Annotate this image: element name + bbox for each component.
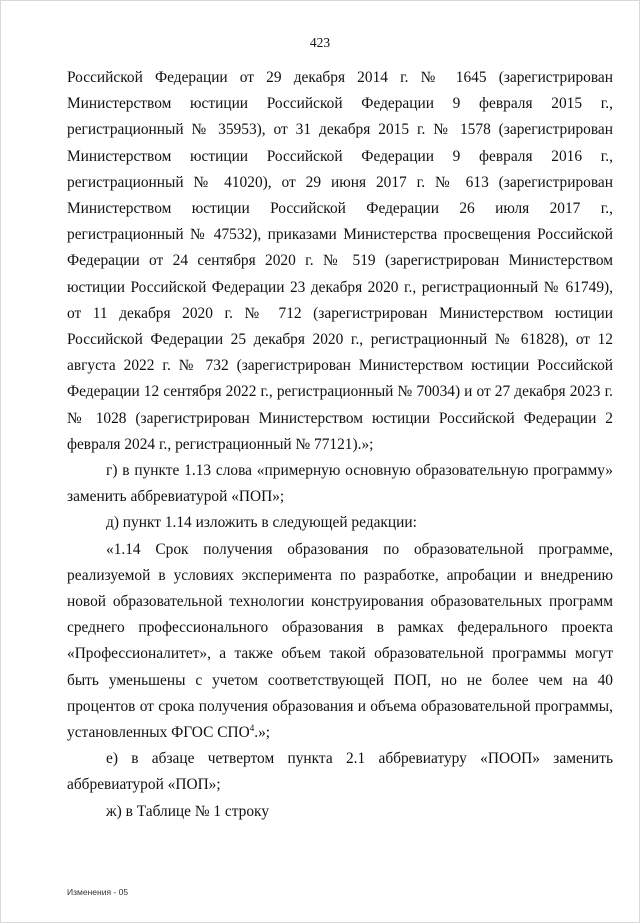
page-number: 423 bbox=[309, 35, 331, 50]
clause-1-14-tail: .»; bbox=[254, 724, 271, 742]
document-body bbox=[67, 65, 613, 825]
paragraph-item-e: е) в абзаце четвертом пункта 2.1 аббревиатуру «ПООП» заменить аббревиатурой «ПОП»; bbox=[67, 750, 613, 794]
footnote-marker: 4 bbox=[249, 722, 255, 733]
paragraph-continuation: Российской Федерации от 29 декабря 2014 г. № 1645 (зарегистрирован Министерством юстиции Российской Федерации 9 февраля 2015 г., регистрационный № 35953), от 31 декабря 2015 г. № 1578 (зарегистрирован Министерством юстиции Российской Федерации 9 февраля 2016 г., регистрационный № 41020), от 29 июня 2017 г. № 613 (зарегистрирован Министерством юстиции Российской Федерации 26 июля 2017 г., регистрационный № 47532), приказами Министерства просвещения Российской Федерации от 24 сентября 2020 г. № 519 (зарегистрирован Министерством юстиции Российской Федерации 23 декабря 2020 г., регистрационный № 61749), от 11 декабря 2020 г. № 712 (зарегистрирован Министерством юстиции Российской Федерации 25 декабря 2020 г., регистрационный № 61828), от 12 августа 2022 г. № 732 (зарегистрирован Министерством юстиции Российской Федерации 12 сентября 2022 г., регистрационный № 70034) и от 27 декабря 2023 г. № 1028 (зарегистрирован Министерством юстиции Российской Федерации 2 февраля 2024 г., регистрационный № 77121).»; bbox=[67, 69, 613, 453]
paragraph-item-zh: ж) в Таблице № 1 строку bbox=[106, 802, 270, 820]
clause-1-14-text: «1.14 Срок получения образования по образовательной программе, реализуемой в условиях эксперимента по разработке, апробации и внедрению новой образовательной технологии конструирования образовательных программ среднего профессионального образования в рамках федерального проекта «Профессионалитет», а также объем такой образовательной программы могут быть уменьшены с учетом соответствующей ПОП, но не более чем на 40 процентов от срока получения образования и объема образовательной программы, установленных ФГОС СПО bbox=[67, 540, 613, 742]
paragraph-clause-1-14 bbox=[67, 537, 613, 747]
paragraph-item-g: г) в пункте 1.13 слова «примерную основную образовательную программу» заменить аббревиатурой «ПОП»; bbox=[67, 462, 613, 506]
page-footer: Изменения - 05 bbox=[67, 887, 129, 897]
paragraph-item-d: д) пункт 1.14 изложить в следующей редакции: bbox=[106, 514, 417, 532]
